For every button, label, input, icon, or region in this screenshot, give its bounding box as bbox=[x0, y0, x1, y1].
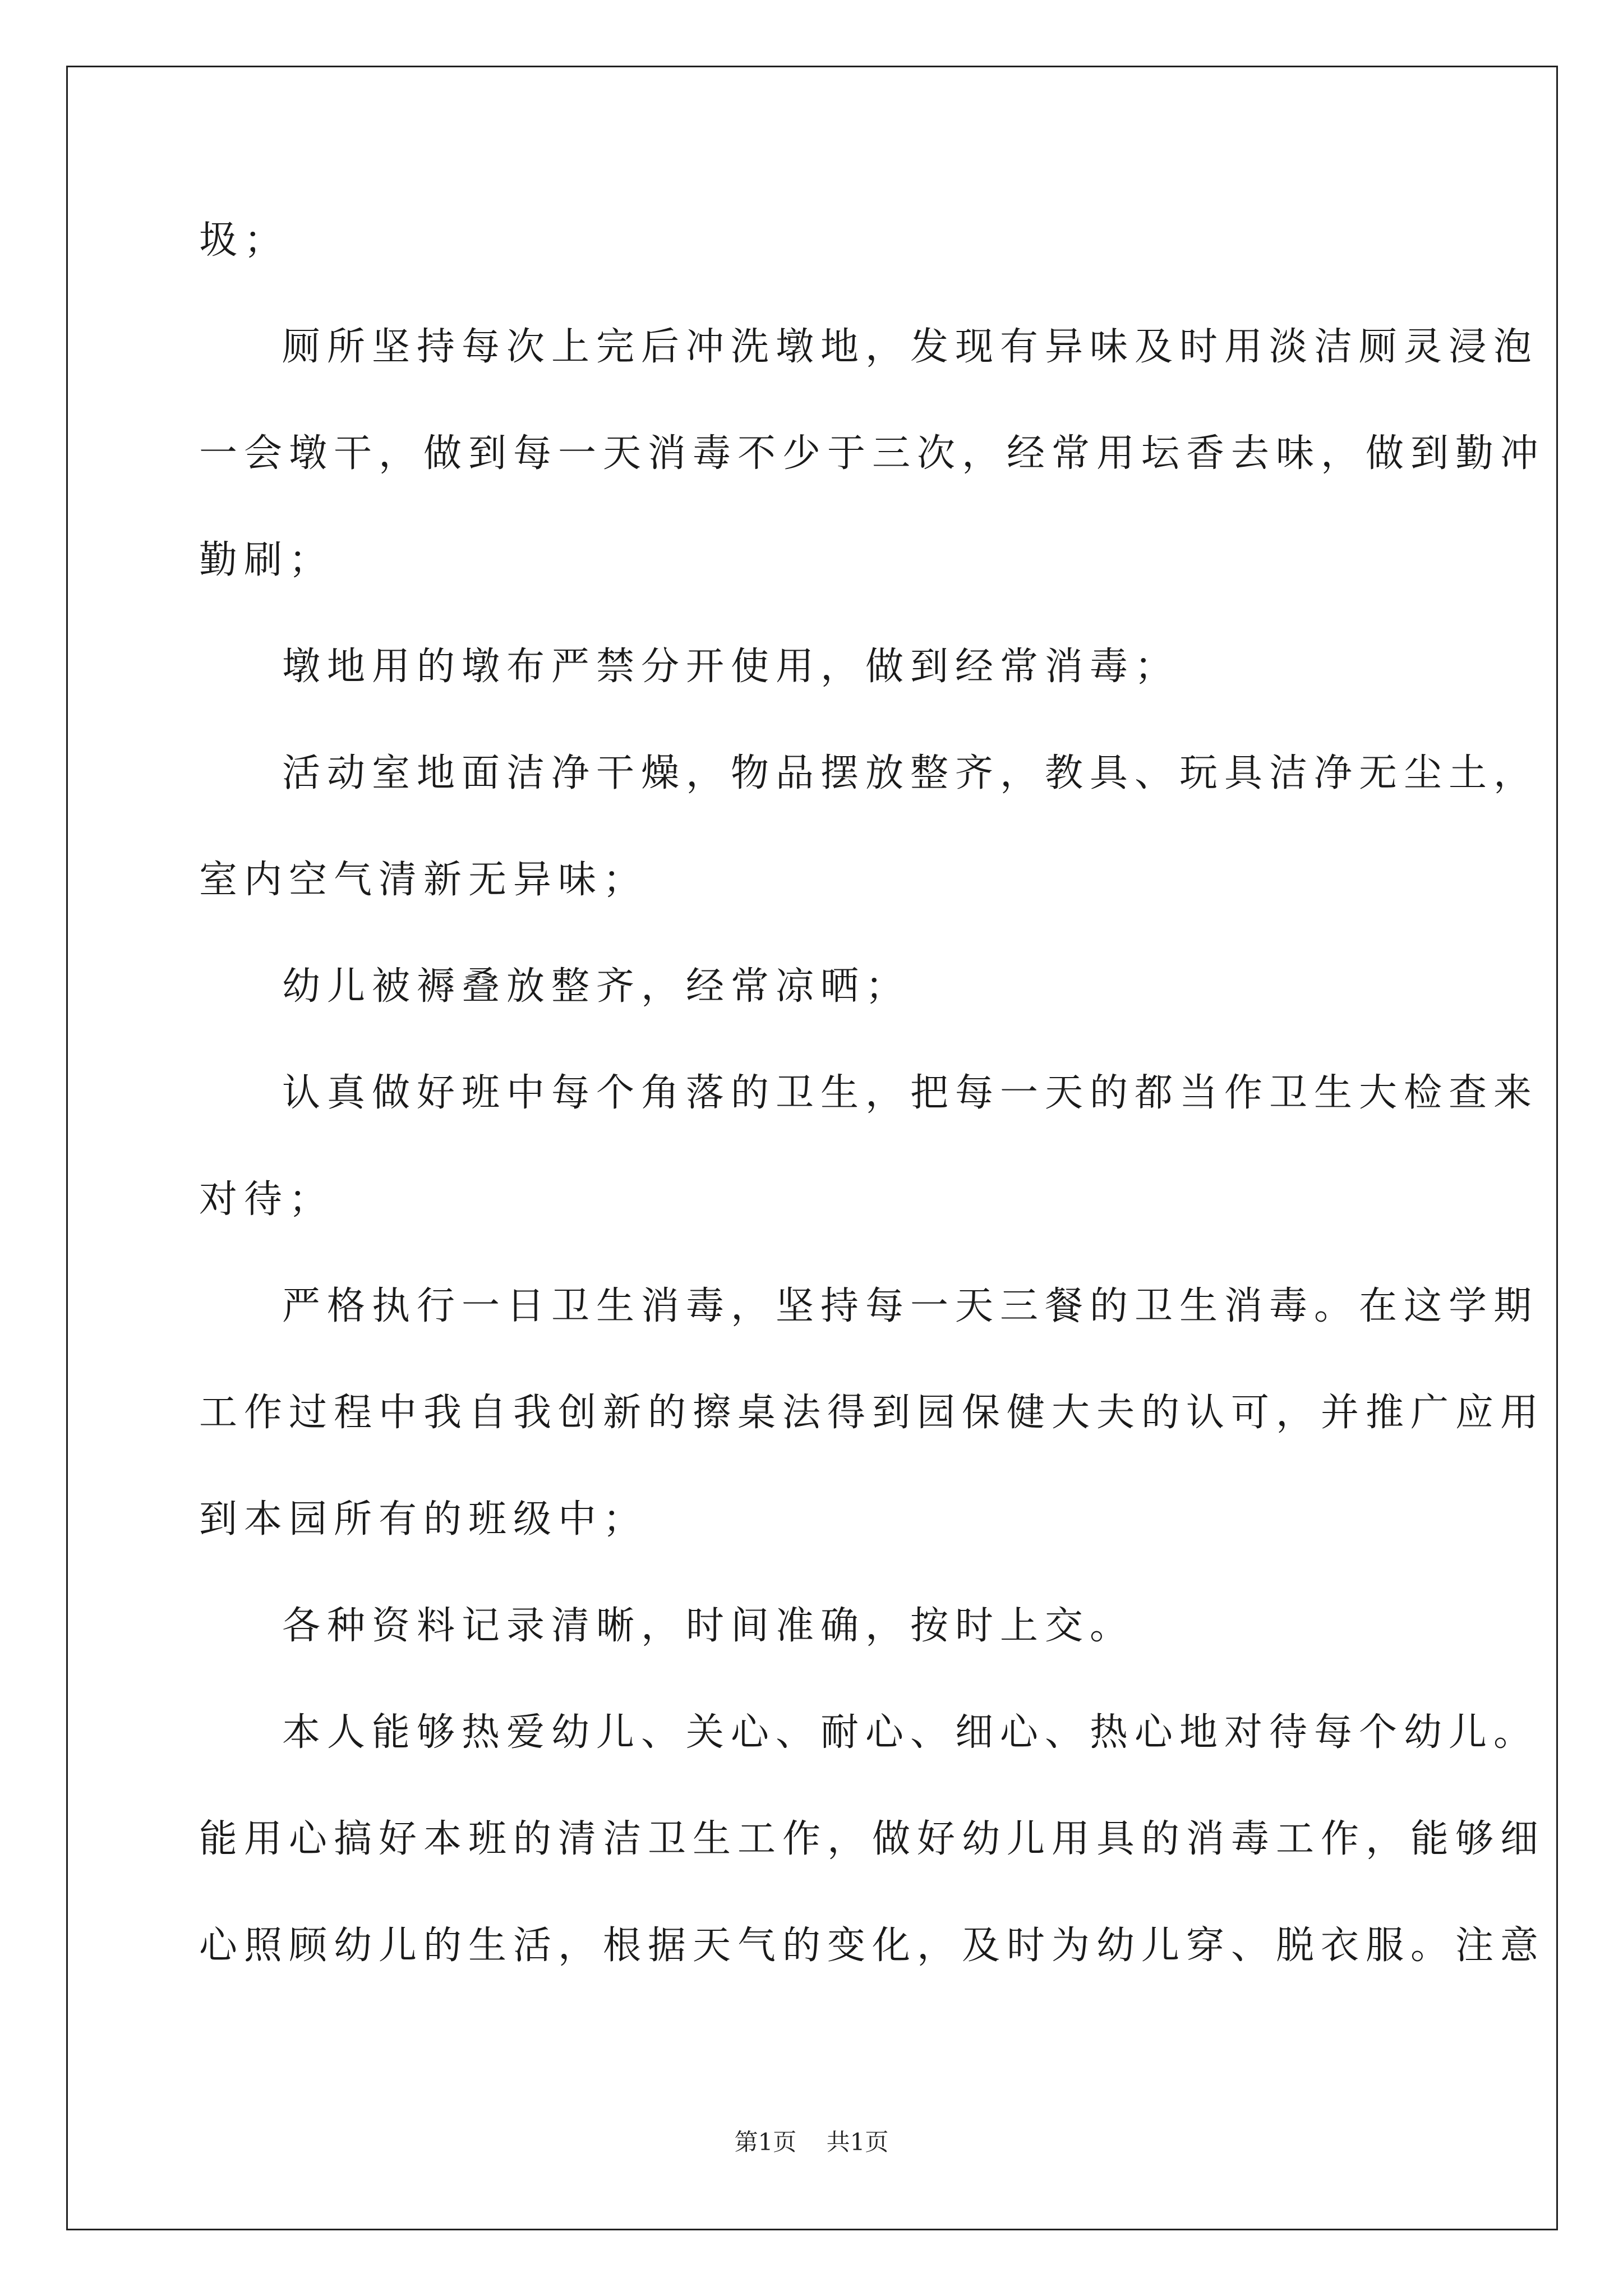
text-line: 勤刷； bbox=[199, 538, 334, 582]
text-line: 幼儿被褥叠放整齐，经常凉晒； bbox=[282, 964, 911, 1009]
text-line: 墩地用的墩布严禁分开使用，做到经常消毒； bbox=[282, 645, 1180, 689]
text-line: 一会墩干，做到每一天消毒不少于三次，经常用坛香去味，做到勤冲 bbox=[199, 431, 1546, 476]
text-line: 严格执行一日卫生消毒，坚持每一天三餐的卫生消毒。在这学期 bbox=[282, 1284, 1539, 1328]
page-number: 第1页 bbox=[734, 2128, 797, 2156]
text-line: 工作过程中我自我创新的擦桌法得到园保健大夫的认可，并推广应用 bbox=[199, 1391, 1546, 1435]
page-total: 共1页 bbox=[826, 2128, 889, 2156]
text-line: 圾； bbox=[199, 218, 289, 263]
text-line: 室内空气清新无异味； bbox=[199, 858, 648, 902]
text-line: 心照顾幼儿的生活，根据天气的变化，及时为幼儿穿、脱衣服。注意 bbox=[199, 1924, 1546, 1968]
text-line: 认真做好班中每个角落的卫生，把每一天的都当作卫生大检查来 bbox=[282, 1071, 1539, 1115]
text-line: 厕所坚持每次上完后冲洗墩地，发现有异味及时用淡洁厕灵浸泡 bbox=[282, 325, 1539, 369]
text-line: 各种资料记录清晰，时间准确，按时上交。 bbox=[282, 1604, 1135, 1648]
text-line: 到本园所有的班级中； bbox=[199, 1497, 648, 1542]
text-line: 活动室地面洁净干燥，物品摆放整齐，教具、玩具洁净无尘土， bbox=[282, 751, 1539, 795]
text-line: 本人能够热爱幼儿、关心、耐心、细心、热心地对待每个幼儿。 bbox=[282, 1710, 1539, 1755]
page-footer bbox=[0, 2124, 1623, 2157]
page-border bbox=[66, 66, 1558, 2230]
text-line: 能用心搞好本班的清洁卫生工作，做好幼儿用具的消毒工作，能够细 bbox=[199, 1817, 1546, 1861]
text-line: 对待； bbox=[199, 1177, 334, 1222]
